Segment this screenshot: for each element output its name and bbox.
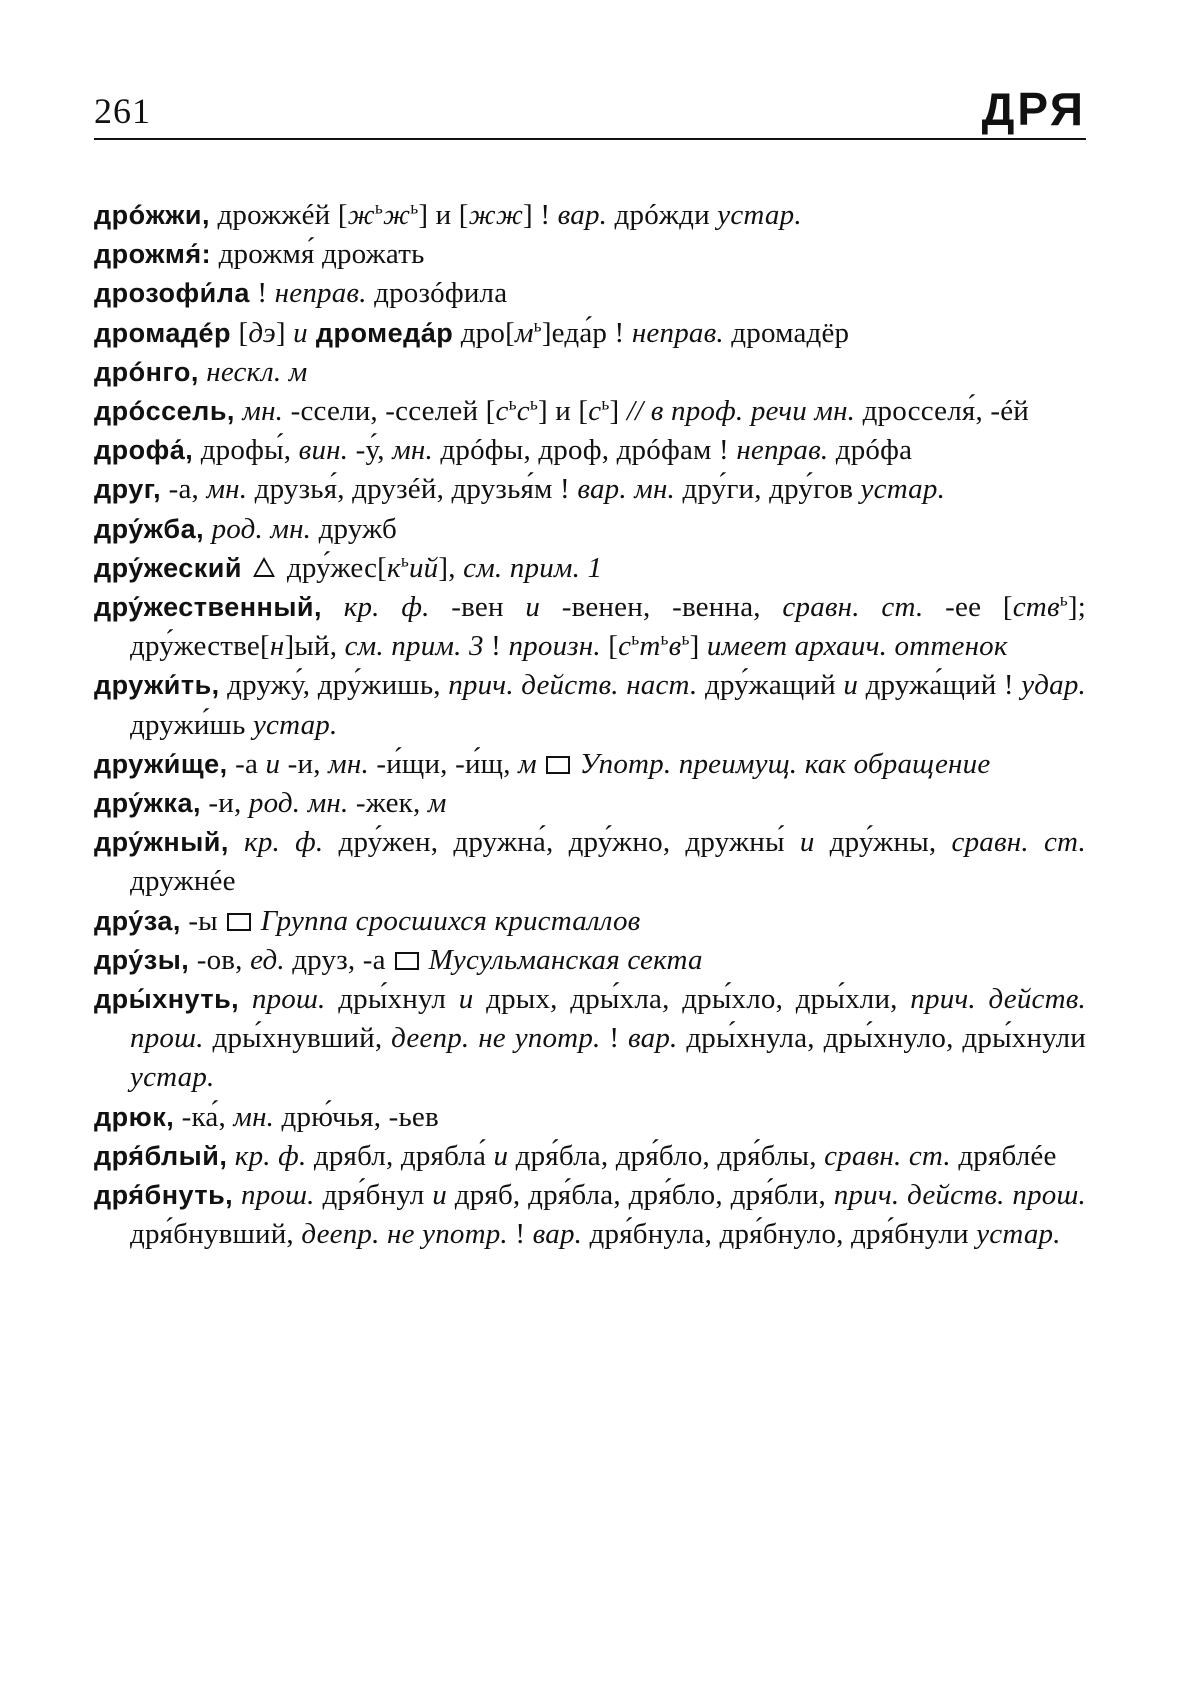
grammar-label: прош. bbox=[233, 1179, 315, 1212]
entry-text: дружу́, дру́жишь, bbox=[219, 669, 449, 702]
grammar-label: устар. bbox=[976, 1218, 1061, 1251]
entry-text: ! bbox=[600, 1022, 629, 1055]
dictionary-entry bbox=[94, 470, 1086, 509]
entry-text: дружб bbox=[311, 512, 397, 545]
entry-text: ь bbox=[660, 628, 669, 649]
headword: дрофа́, bbox=[94, 435, 194, 466]
entry-text: дры́хнувший, bbox=[203, 1022, 392, 1055]
entry-text: ]ый, bbox=[284, 630, 345, 663]
grammar-label: Группа сросшихся кристаллов bbox=[253, 904, 641, 937]
grammar-label: устар. bbox=[860, 473, 946, 506]
dictionary-entry bbox=[94, 392, 1086, 431]
entry-text: дрозóфила bbox=[366, 277, 508, 310]
entry-text: дря́бнула, дря́бнуло, дря́бнули bbox=[582, 1218, 977, 1251]
headword: дружи́ть, bbox=[94, 670, 220, 701]
entry-text: дружи́шь bbox=[130, 708, 253, 741]
grammar-label: жж bbox=[468, 199, 524, 231]
entry-text: [ bbox=[231, 316, 249, 349]
entry-text: ] и [ bbox=[418, 199, 469, 231]
dictionary-entry bbox=[94, 510, 1086, 549]
entry-text: ь bbox=[681, 628, 690, 649]
entry-text: ] и [ bbox=[537, 395, 589, 428]
grammar-label: устар. bbox=[252, 708, 338, 741]
grammar-label: // в проф. речи мн. bbox=[626, 395, 856, 428]
grammar-label: см. прим. 1 bbox=[463, 551, 603, 584]
headword: дру́жный, bbox=[94, 827, 229, 858]
grammar-label: кр. ф. bbox=[322, 591, 430, 624]
grammar-label: род. мн. bbox=[204, 512, 312, 545]
dictionary-entry bbox=[94, 745, 1086, 784]
dictionary-entry bbox=[94, 196, 1086, 235]
headword: дрóжжи, bbox=[94, 200, 211, 230]
dictionary-entry bbox=[94, 431, 1086, 470]
entry-text: ! bbox=[507, 1218, 533, 1251]
headword: дру́жба, bbox=[94, 513, 205, 544]
entry-text: дряб, дря́бла, дря́бло, дря́бли, bbox=[446, 1179, 834, 1212]
headword: дрóнго, bbox=[94, 356, 199, 387]
headword: дружи́ще, bbox=[94, 748, 228, 779]
grammar-label: и bbox=[525, 591, 541, 624]
entry-text: дрофы́, bbox=[193, 434, 299, 467]
entry-text: ь bbox=[508, 393, 517, 414]
entry-text: ! bbox=[483, 630, 509, 663]
empty-square-icon bbox=[227, 913, 251, 931]
grammar-label: произн. bbox=[508, 630, 601, 663]
entry-text: дру́жен, дружна́, дру́жно, дружны́ bbox=[323, 826, 800, 859]
grammar-label: с bbox=[588, 395, 602, 428]
dictionary-entry bbox=[94, 941, 1086, 980]
entry-text: дры́хнул bbox=[325, 983, 459, 1016]
empty-square-icon bbox=[395, 952, 419, 970]
grammar-label: ж bbox=[347, 199, 375, 231]
grammar-label: сравн. ст. bbox=[951, 826, 1086, 859]
grammar-label: ств bbox=[1012, 591, 1060, 624]
headword: дру́жка, bbox=[94, 788, 201, 819]
grammar-label: кр. ф. bbox=[227, 1139, 307, 1172]
entry-text: ], bbox=[438, 551, 464, 584]
dictionary-entry bbox=[94, 980, 1086, 1098]
entry-text: ] bbox=[275, 316, 294, 349]
grammar-label: устар. bbox=[717, 199, 802, 231]
grammar-label: и bbox=[458, 983, 474, 1016]
grammar-label: и bbox=[293, 316, 308, 349]
grammar-label: неправ. bbox=[274, 277, 367, 310]
page-header bbox=[94, 80, 1086, 140]
dictionary-entry bbox=[94, 588, 1086, 666]
entry-text: ] bbox=[689, 630, 707, 663]
entry-text: дры́хнула, дры́хнуло, дры́хнули bbox=[677, 1022, 1087, 1055]
dictionary-entry bbox=[94, 1176, 1086, 1254]
grammar-label: н bbox=[269, 630, 285, 663]
grammar-label: мн. bbox=[206, 473, 248, 506]
grammar-label: и bbox=[843, 669, 859, 702]
entry-text: дру́жны, bbox=[814, 826, 952, 859]
headword: дрожмя́: bbox=[94, 239, 212, 270]
grammar-label: и bbox=[432, 1179, 447, 1212]
headword: дру́зы, bbox=[94, 944, 190, 975]
grammar-label: к bbox=[387, 551, 401, 584]
entry-text: дря́бла, дря́бло, дря́блы, bbox=[508, 1139, 825, 1172]
entry-text: -а, bbox=[161, 473, 207, 506]
entry-text: ] bbox=[609, 395, 627, 428]
page-number: 261 bbox=[94, 91, 151, 131]
entry-text: ]; дру́жестве[ bbox=[130, 591, 1087, 663]
entry-text: ь bbox=[601, 393, 610, 414]
entry-text: -венен, -венна, bbox=[540, 591, 783, 624]
grammar-label: вар. bbox=[628, 1022, 678, 1055]
entry-text: -вен bbox=[429, 591, 526, 624]
grammar-label: вар. bbox=[532, 1218, 583, 1251]
entry-text: -ов, bbox=[189, 943, 251, 976]
entry-text: ь bbox=[529, 393, 538, 414]
grammar-label: устар. bbox=[130, 1061, 215, 1094]
entry-text: дрóфы, дроф, дрóфам ! bbox=[432, 434, 737, 467]
grammar-label: прич. действ. прош. bbox=[833, 1179, 1087, 1212]
entry-text: дрóжди bbox=[607, 199, 718, 231]
grammar-label: м bbox=[427, 787, 447, 820]
headword: дря́блый, bbox=[94, 1140, 228, 1171]
headword: дру́жественный, bbox=[94, 592, 323, 623]
grammar-label: неправ. bbox=[736, 434, 829, 467]
entry-text: дросселя́, -éй bbox=[855, 395, 1029, 428]
grammar-label: Мусульманская секта bbox=[421, 943, 703, 976]
headword: дрозофи́ла bbox=[94, 278, 250, 309]
entry-text: ь bbox=[533, 314, 542, 335]
grammar-label: вар. мн. bbox=[577, 473, 676, 506]
grammar-label: удар. bbox=[1021, 669, 1086, 702]
dictionary-entry bbox=[94, 235, 1086, 274]
dictionary-entry bbox=[94, 1137, 1086, 1176]
grammar-label: вин. bbox=[298, 434, 349, 467]
entry-text bbox=[242, 552, 249, 584]
grammar-label: ж bbox=[383, 199, 411, 231]
grammar-label: с bbox=[495, 395, 509, 428]
grammar-label: вар. bbox=[557, 199, 608, 231]
dictionary-entry bbox=[94, 549, 1086, 588]
entry-text: -и, bbox=[200, 787, 249, 820]
triangle-outline-icon bbox=[253, 557, 275, 577]
entry-text: -ка́, bbox=[174, 1100, 234, 1133]
header-rule bbox=[94, 138, 1086, 140]
grammar-label: и bbox=[799, 826, 815, 859]
entry-text: ]еда́р ! bbox=[541, 316, 632, 349]
entry-text: дру́жащий bbox=[697, 669, 844, 702]
entry-text: дрожжéй [ bbox=[210, 199, 348, 231]
entry-text: ] ! bbox=[523, 199, 558, 231]
grammar-label: в bbox=[668, 630, 682, 663]
grammar-label: прич. действ. прош. bbox=[130, 983, 1087, 1055]
grammar-label: прош. bbox=[239, 983, 326, 1016]
grammar-label: мн. bbox=[392, 434, 433, 467]
grammar-label: ий bbox=[408, 551, 439, 584]
dictionary-entry bbox=[94, 666, 1086, 744]
entry-text: дрых, дры́хла, дры́хло, дры́хли, bbox=[473, 983, 911, 1016]
entry-text: дря́бнувший, bbox=[130, 1218, 302, 1251]
grammar-label: мн. bbox=[233, 1100, 275, 1133]
headword-variant: дромеда́р bbox=[307, 317, 454, 348]
grammar-label: прич. действ. наст. bbox=[448, 669, 698, 702]
grammar-label: нескл. м bbox=[198, 355, 308, 388]
headword: дромадéр bbox=[94, 317, 232, 348]
entry-text: -жек, bbox=[348, 787, 428, 820]
entry-text: ь bbox=[410, 197, 419, 218]
entry-text: -и́щи, -и́щ, bbox=[368, 747, 519, 780]
entry-text: дрожмя́ дрожать bbox=[211, 238, 425, 271]
grammar-label: т bbox=[639, 630, 661, 663]
headword: дря́бнуть, bbox=[94, 1180, 234, 1211]
grammar-label: деепр. не употр. bbox=[301, 1218, 508, 1251]
grammar-label: и bbox=[265, 747, 281, 780]
headword: друг, bbox=[94, 474, 162, 505]
entry-text: -ссели, -сселей [ bbox=[283, 395, 496, 428]
entry-list bbox=[94, 196, 1086, 1254]
entry-text: друз, -а bbox=[284, 943, 394, 976]
entry-text: ь bbox=[631, 628, 640, 649]
running-head: ДРЯ bbox=[981, 83, 1086, 135]
grammar-label: мн. bbox=[234, 395, 284, 428]
dictionary-entry bbox=[94, 1098, 1086, 1137]
grammar-label: кр. ф. bbox=[228, 826, 324, 859]
grammar-label: мн. bbox=[328, 747, 369, 780]
grammar-label: м bbox=[514, 316, 534, 349]
grammar-label: с bbox=[516, 395, 530, 428]
entry-text: дружнéе bbox=[130, 865, 236, 898]
headword: дру́жеский bbox=[94, 552, 242, 583]
entry-text: дружа́щий ! bbox=[858, 669, 1022, 702]
entry-text: дру́ги, дру́гов bbox=[675, 473, 861, 506]
headword: дру́за, bbox=[94, 905, 181, 936]
entry-text: друзья́, друзéй, друзья́м ! bbox=[247, 473, 578, 506]
dictionary-entry bbox=[94, 784, 1086, 823]
grammar-label: сравн. ст. bbox=[824, 1139, 951, 1172]
entry-text: -и, bbox=[280, 747, 329, 780]
dictionary-entry bbox=[94, 314, 1086, 353]
entry-text: дрю́чья, -ьев bbox=[274, 1100, 439, 1133]
entry-text: -а bbox=[227, 747, 266, 780]
entry-text: дро[ bbox=[453, 316, 515, 349]
dictionary-entry bbox=[94, 823, 1086, 901]
dictionary-entry bbox=[94, 902, 1086, 941]
entry-text bbox=[537, 748, 544, 780]
grammar-label: см. прим. 3 bbox=[344, 630, 484, 663]
entry-text: дря́бнул bbox=[314, 1179, 433, 1212]
headword: дрюк, bbox=[94, 1101, 175, 1132]
entry-text: -ы bbox=[180, 904, 226, 937]
grammar-label: имеет архаич. оттенок bbox=[706, 630, 1008, 663]
grammar-label: дэ bbox=[248, 316, 276, 349]
grammar-label: м bbox=[518, 747, 537, 780]
grammar-label: род. мн. bbox=[248, 787, 349, 820]
entry-text: ь bbox=[1059, 589, 1068, 610]
grammar-label: сравн. ст. bbox=[782, 591, 924, 624]
entry-text: дру́жес[ bbox=[279, 551, 388, 584]
grammar-label: ед. bbox=[250, 943, 285, 976]
grammar-label: с bbox=[618, 630, 632, 663]
entry-text: -у́, bbox=[348, 434, 393, 467]
grammar-label: деепр. не употр. bbox=[391, 1022, 601, 1055]
dictionary-entry bbox=[94, 353, 1086, 392]
headword: дрóссель, bbox=[94, 396, 235, 427]
entry-text: ! bbox=[249, 277, 275, 310]
entry-text: дряблéе bbox=[950, 1139, 1057, 1172]
entry-text: дромадёр bbox=[723, 316, 850, 349]
entry-text: -ее [ bbox=[923, 591, 1013, 624]
entry-text: дрябл, дрябла́ bbox=[306, 1139, 494, 1172]
headword: дры́хнуть, bbox=[94, 984, 240, 1015]
entry-text: дрóфа bbox=[828, 434, 913, 467]
grammar-label: Употр. преимущ. как обращение bbox=[572, 747, 991, 780]
dictionary-entry bbox=[94, 274, 1086, 313]
entry-text: ь bbox=[374, 197, 383, 218]
grammar-label: и bbox=[493, 1139, 509, 1172]
entry-text: [ bbox=[600, 630, 619, 663]
entry-text: ь bbox=[400, 550, 409, 571]
grammar-label: неправ. bbox=[631, 316, 724, 349]
empty-square-icon bbox=[546, 756, 570, 774]
